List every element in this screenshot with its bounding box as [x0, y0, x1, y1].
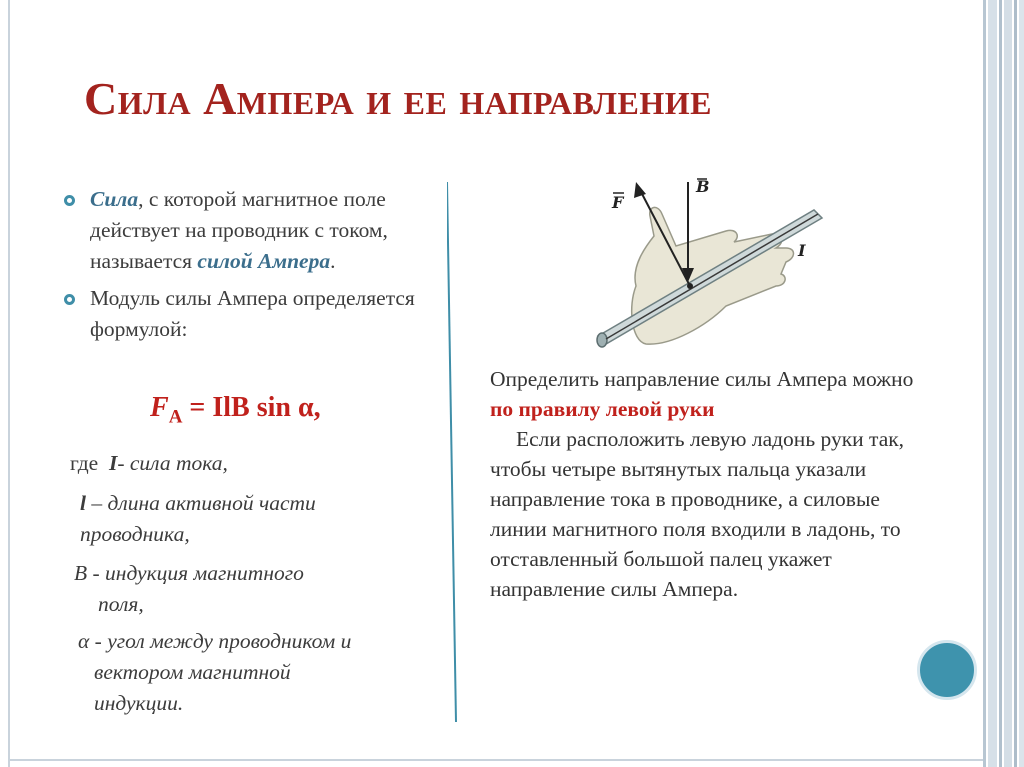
bullet-text: , с которой магнитное поле действует на проводник с током, называется: [90, 187, 388, 273]
decor-stripe: [999, 0, 1002, 767]
formula-subscript: A: [168, 406, 183, 428]
label-force: F: [612, 193, 624, 212]
definition-text: – длина активной части: [85, 491, 316, 515]
slide-title: Сила Ампера и ее направление: [84, 73, 712, 124]
force-arrowhead: [634, 182, 646, 198]
bullet-circle-icon: [64, 195, 75, 206]
decor-stripe: [983, 0, 986, 767]
bullet-circle-icon: [64, 294, 75, 305]
slide-frame-bottom: [8, 759, 983, 761]
definition-text: поля,: [98, 592, 144, 616]
left-hand-rule-illustration: [576, 176, 832, 360]
formula-rest: = IlB sin α,: [182, 392, 321, 423]
bullet-text-end: .: [330, 249, 336, 273]
definition-length: [80, 488, 316, 550]
where-word: где: [70, 451, 99, 475]
term-force: Сила: [90, 187, 139, 211]
definition-angle: [78, 626, 351, 719]
rule-highlight: по правилу левой руки: [490, 397, 715, 421]
contact-point: [687, 283, 693, 289]
left-hand-rule-text: [490, 364, 930, 604]
decor-stripe: [1004, 0, 1012, 767]
label-induction: B: [696, 177, 710, 196]
symbol-length: l: [80, 491, 86, 515]
bullet-text: Модуль силы Ампера определяется формулой:: [90, 286, 415, 341]
definition-induction: [74, 558, 304, 620]
conductor-end: [597, 333, 607, 347]
formula-f: F: [150, 392, 169, 423]
term-ampere-force: силой Ампера: [197, 249, 331, 273]
rule-intro: [490, 364, 930, 424]
ampere-formula: [150, 392, 321, 429]
decor-stripe: [1019, 0, 1024, 767]
decor-circle: [917, 640, 977, 700]
decor-stripe: [1014, 0, 1017, 767]
bullet-list: [62, 184, 442, 351]
definition-text: вектором магнитной: [94, 660, 291, 684]
bullet-formula-intro: [62, 283, 442, 345]
label-current: I: [798, 241, 806, 260]
column-divider: [447, 182, 459, 722]
definition-text: B - индукция магнитного: [74, 561, 304, 585]
rule-lead: Определить направление силы Ампера можно: [490, 367, 914, 391]
slide-frame-left: [8, 0, 10, 767]
definition-text: проводника,: [80, 522, 190, 546]
definition-text: α - угол между проводником и: [78, 629, 352, 653]
definition-text: индукции.: [94, 691, 184, 715]
symbol-current: I: [108, 451, 118, 475]
definition-text: - сила тока,: [117, 451, 228, 475]
decor-stripe: [988, 0, 997, 767]
bullet-ampere-definition: [62, 184, 442, 277]
rule-body: Если расположить левую ладонь руки так, чтобы четыре вытянутых пальца указали направление тока в проводнике, а силовые линии магнитного поля входили в ладонь, то отставленный большой палец укажет направление силы Ампера.: [490, 427, 905, 601]
definition-current: [70, 448, 228, 479]
